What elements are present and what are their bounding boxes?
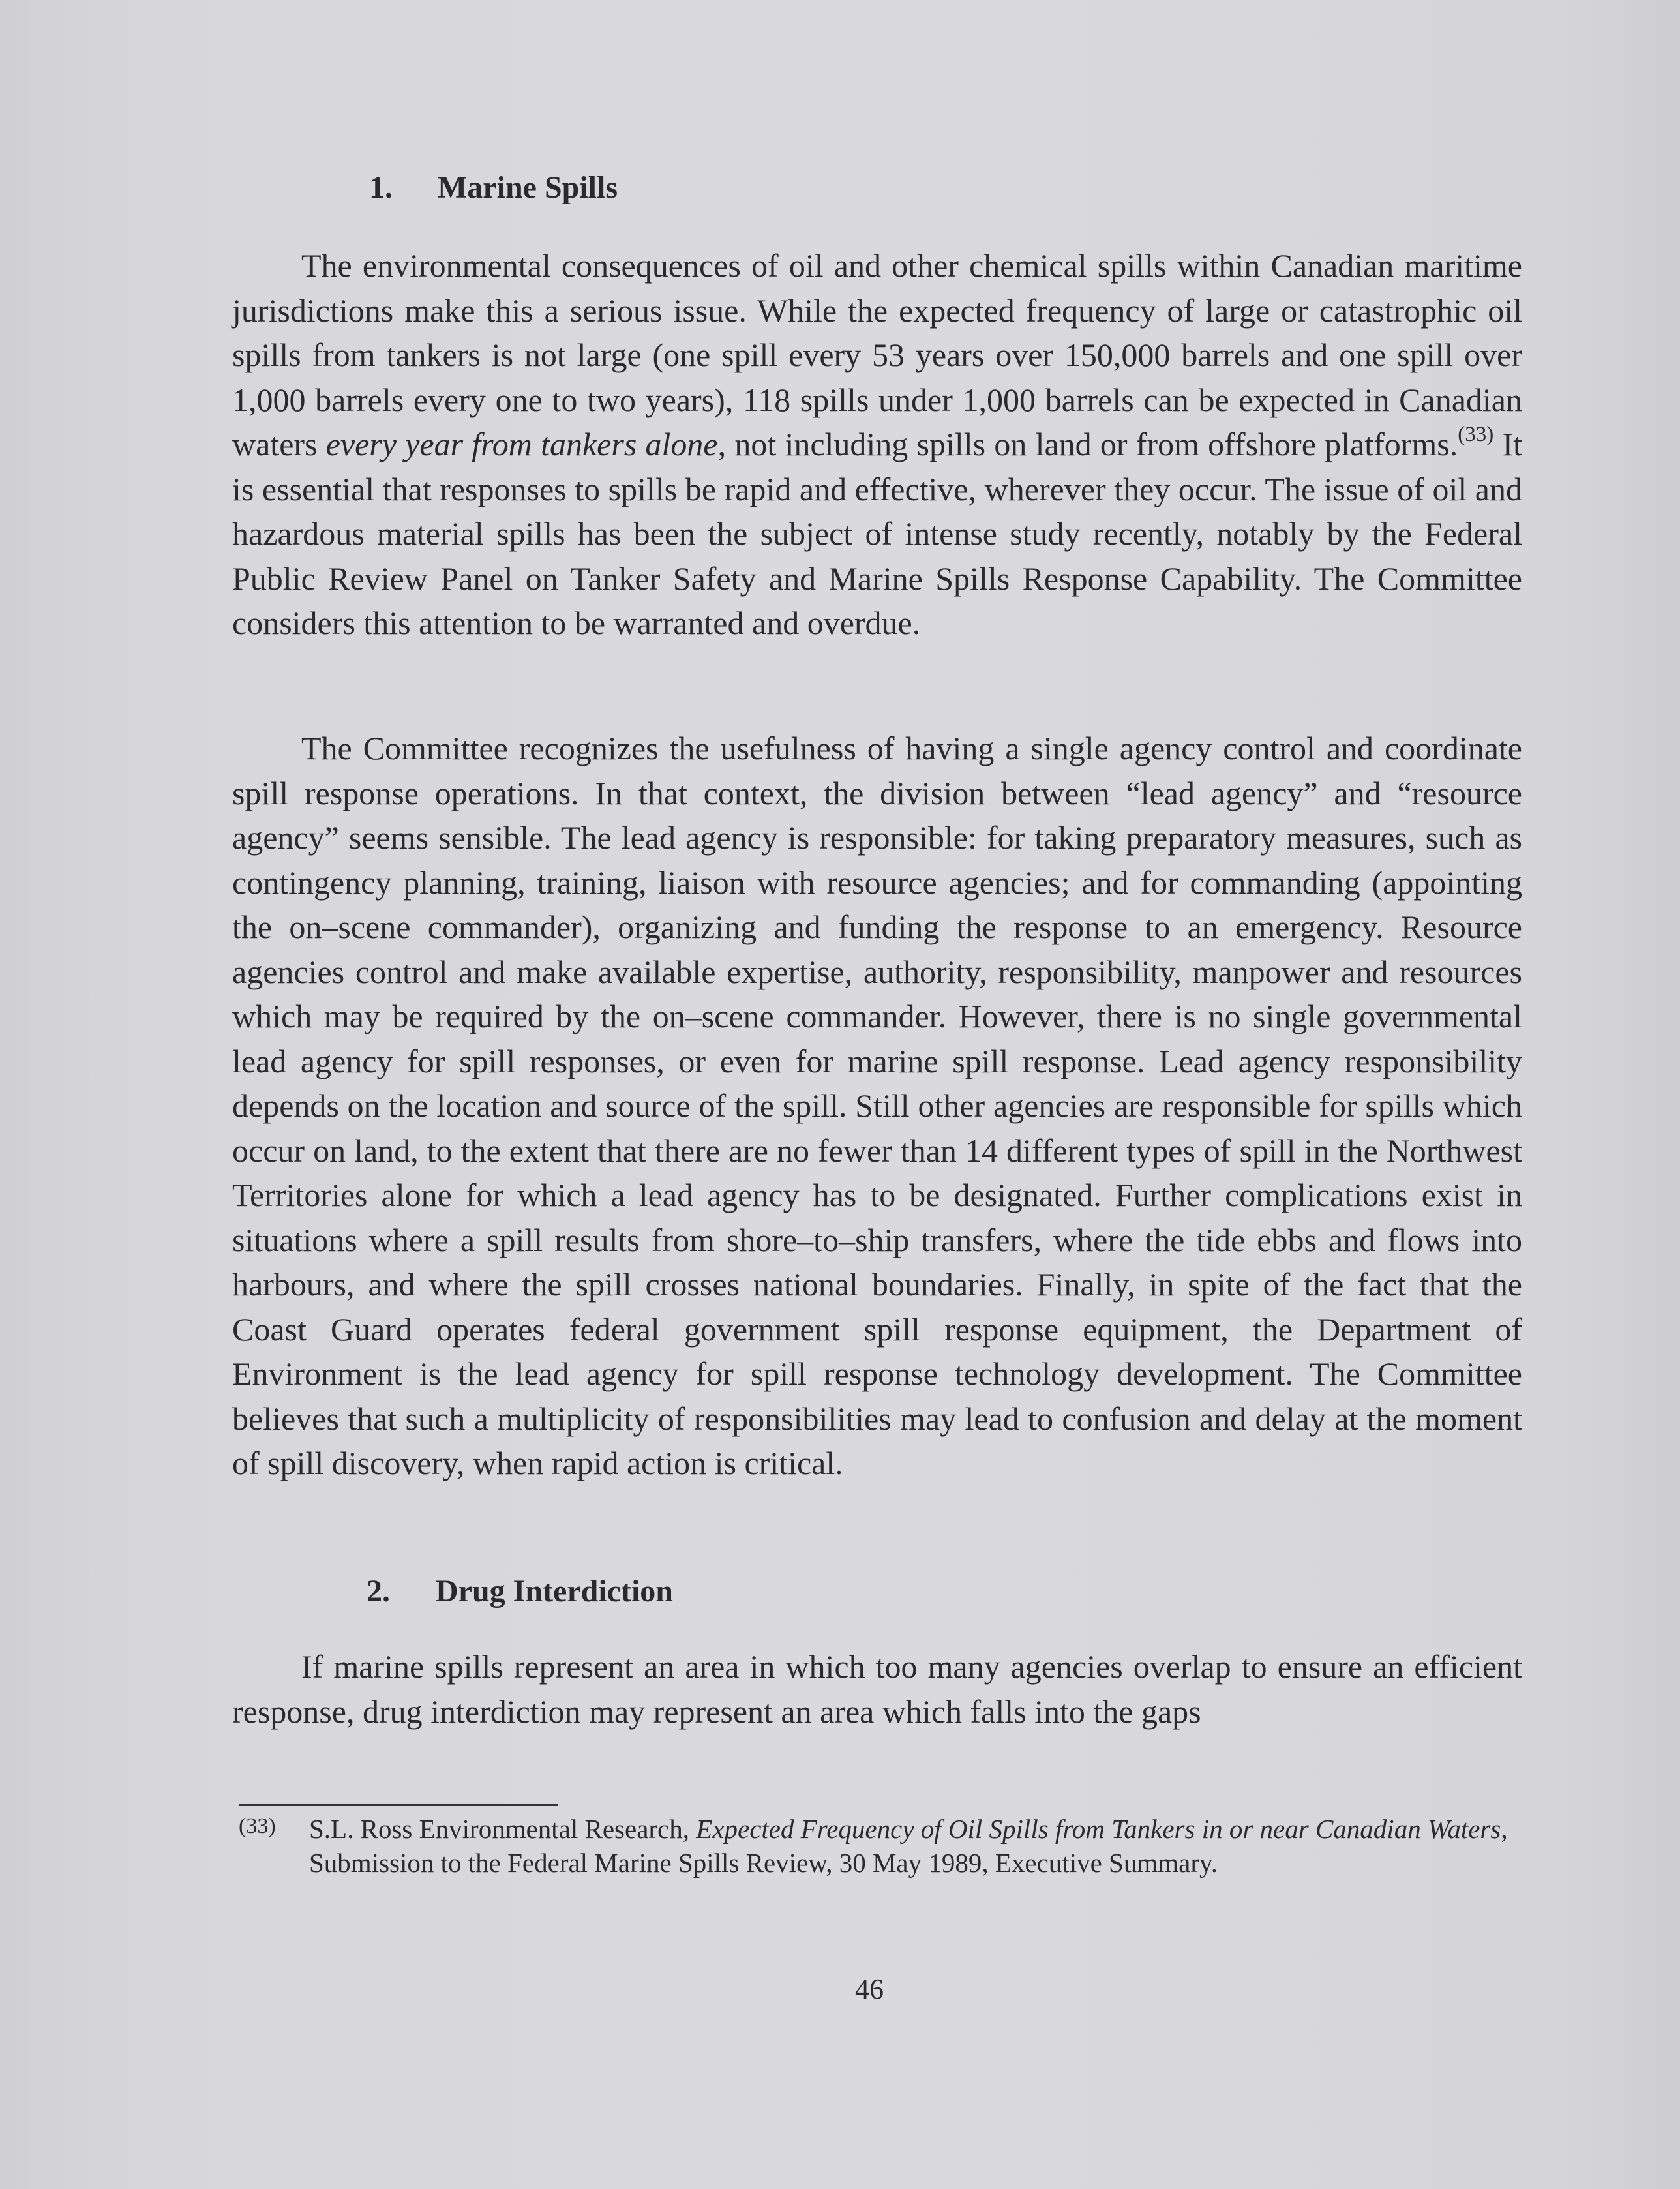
section-heading-marine-spills — [369, 168, 618, 207]
footnote-text: S.L. Ross Environmental Research, — [309, 1814, 697, 1844]
paragraph-text: The environmental consequences of oil and other chemical spills within Canadian maritime jurisdictions make this a serious issue. While the expected frequency of large or catastrophic oil spills from tankers is not large (one spill every 53 years over 150,000 barrels and one spill over 1,000 barrels every one to two years), 118 spills under 1,000 barrels can be expected in Canadian waters — [232, 247, 1522, 462]
paragraph-text: , not including spills on land or from offshore platforms. — [717, 426, 1458, 462]
footnote — [239, 1812, 1517, 1880]
emphasis-text: every year from tankers alone — [325, 426, 718, 462]
footnote-divider — [239, 1804, 558, 1806]
paragraph-drug-interdiction: If marine spills represent an area in which too many agencies overlap to ensure an efficient response, drug interdiction may represent an area which falls into the gaps — [232, 1648, 1522, 1730]
section-number: 1. — [369, 170, 393, 205]
footnote-reference: (33) — [1458, 423, 1494, 446]
footnote-text: , Submission to the Federal Marine Spills Review, 30 May 1989, Executive Summary. — [309, 1814, 1508, 1878]
section-number: 2. — [367, 1574, 390, 1608]
paragraph-lead-agency: The Committee recognizes the usefulness of having a single agency control and coordinate spill response operations. In that context, the division between “lead agency” and “resource agency” seems sensible. The lead agency is responsible: for taking preparatory measures, such as contingency planning, training, liaison with resource agencies; and for commanding (appointing the on–scene commander), organizing and funding the response to an emergency. Resource agencies control and make available expertise, authority, responsibility, manpower and resources which may be required by the on–scene commander. However, there is no single governmental lead agency for spill responses, or even for marine spill response. Lead agency responsibility depends on the location and source of the spill. Still other agencies are responsible for spills which occur on land, to the extent that there are no fewer than 14 different types of spill in the Northwest Territories alone for which a lead agency has to be designated. Further complications exist in situations where a spill results from shore–to–ship transfers, where the tide ebbs and flows into harbours, and where the spill crosses national boundaries. Finally, in spite of the fact that the Coast Guard operates federal government spill response equipment, the Department of Environment is the lead agency for spill response technology development. The Committee believes that such a multiplicity of responsibilities may lead to confusion and delay at the moment of spill discovery, when rapid action is critical. — [232, 730, 1522, 1481]
page-number: 46 — [855, 1973, 884, 2005]
footnote-marker: (33) — [239, 1814, 276, 1838]
footnote-title: Expected Frequency of Oil Spills from Tankers in or near Canadian Waters — [696, 1814, 1501, 1844]
section-title: Drug Interdiction — [436, 1574, 673, 1608]
paragraph-marine-spills-intro — [232, 243, 1522, 646]
footnote-body — [309, 1812, 1517, 1880]
section-heading-drug-interdiction — [367, 1572, 673, 1611]
paragraph-text: It is essential that responses to spills be rapid and effective, wherever they occur. The issue of oil and hazardous material spills has been the subject of intense study recently, notably by the Federal Public Review Panel on Tanker Safety and Marine Spills Response Capability. The Committee considers this attention to be warranted and overdue. — [232, 426, 1523, 641]
section-title: Marine Spills — [438, 170, 618, 205]
